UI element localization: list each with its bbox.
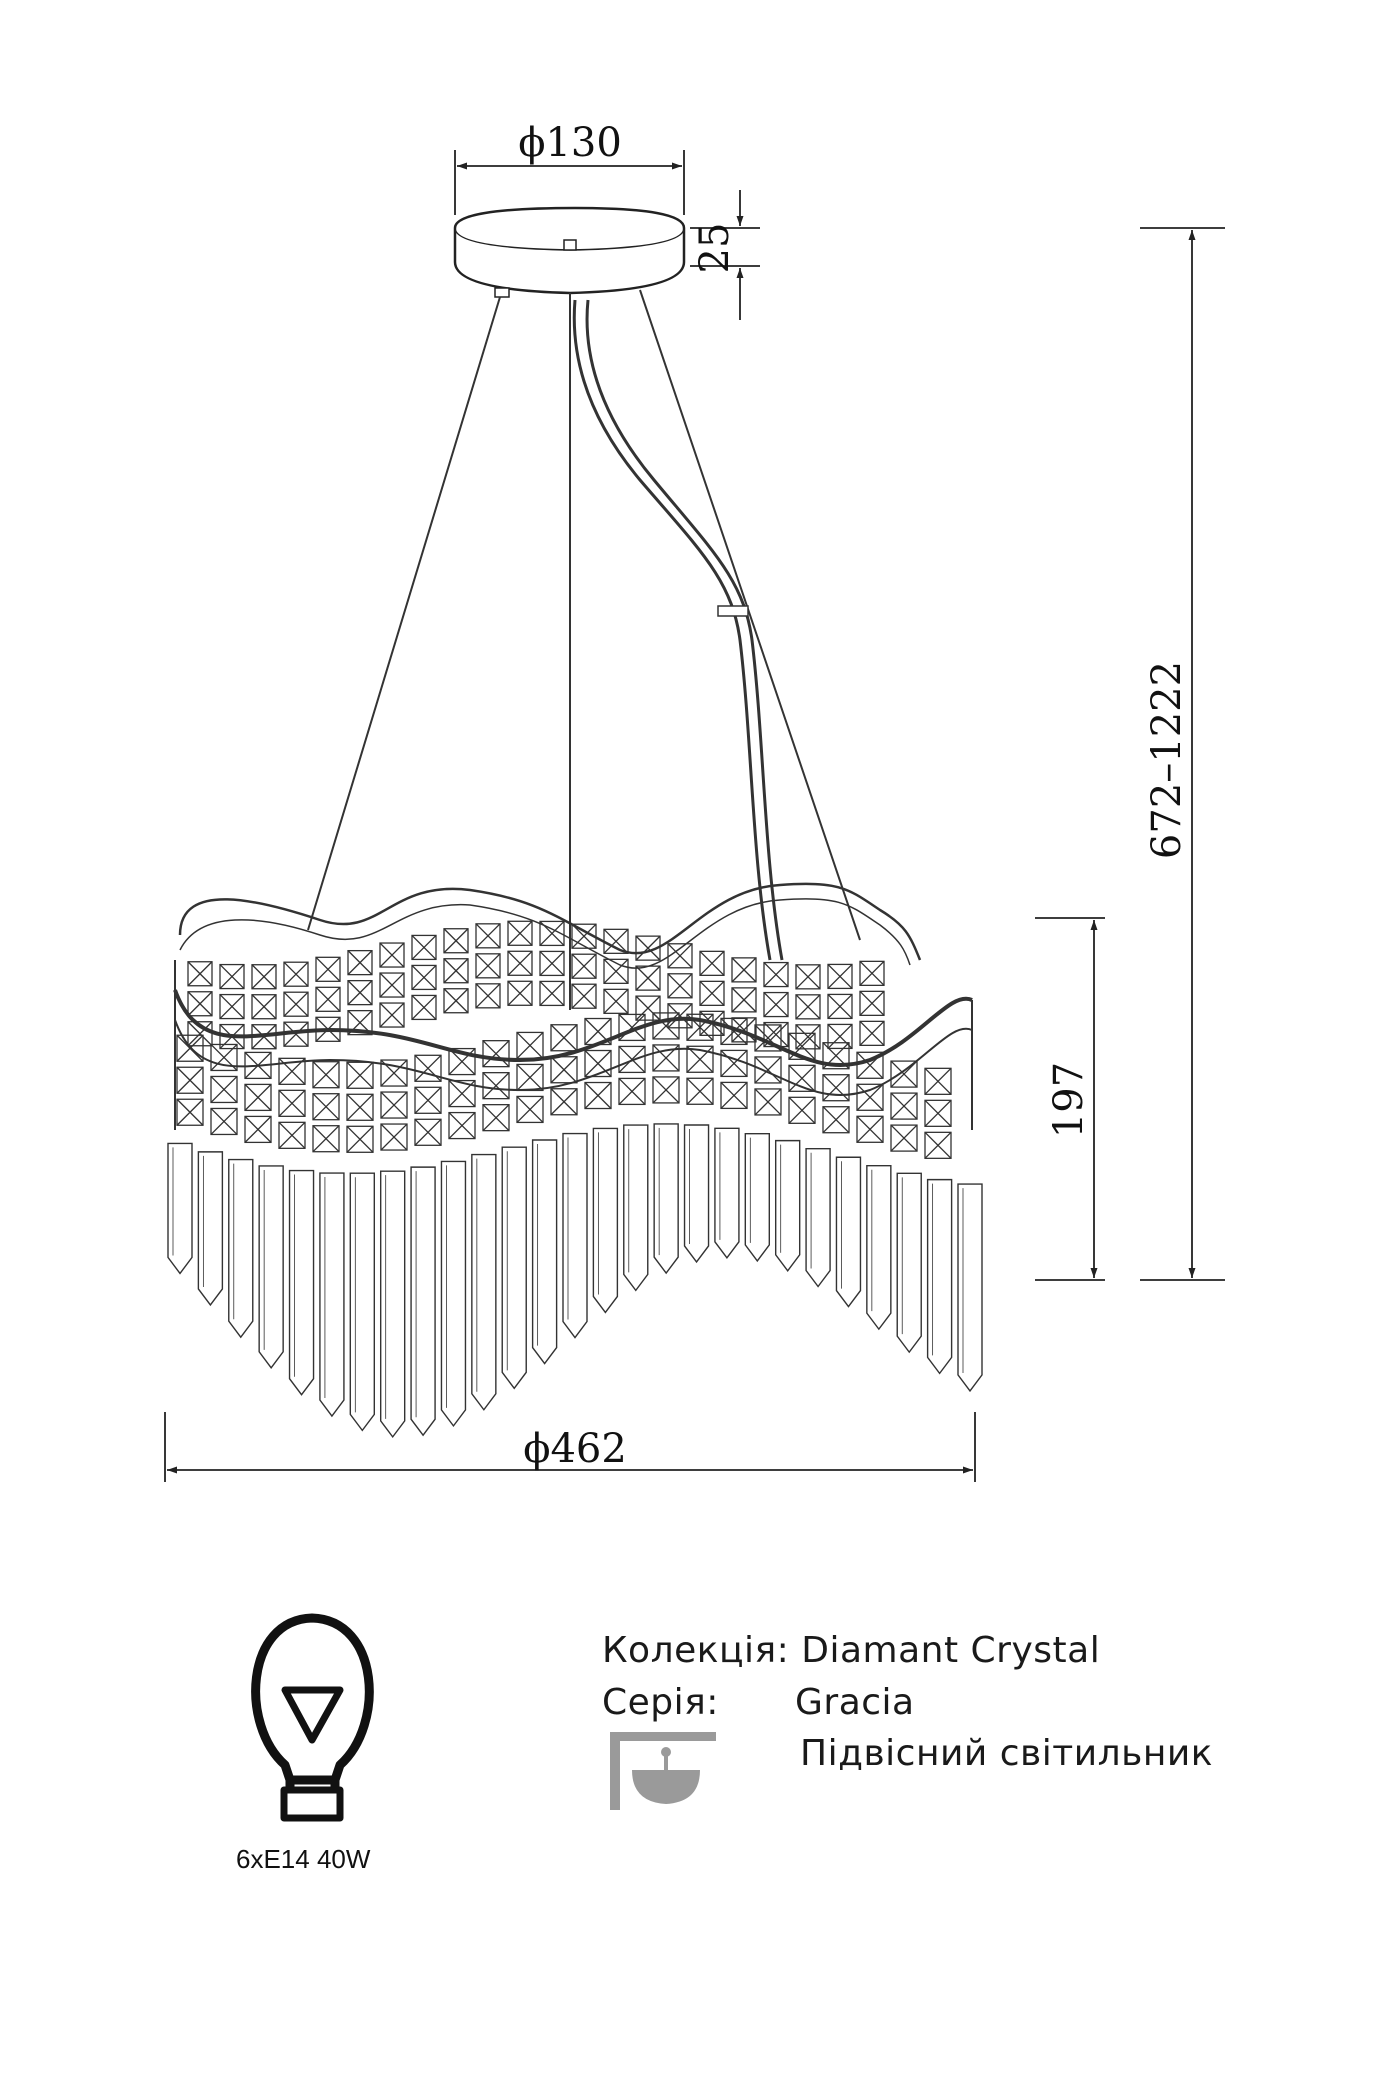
type-value: Підвісний світильник — [800, 1733, 1214, 1774]
crystal-prism — [472, 1155, 496, 1410]
dimension-label-canopy-height: 25 — [692, 222, 738, 274]
ceiling-canopy — [455, 208, 684, 297]
dimension-label-total-height: 672–1222 — [1144, 660, 1190, 860]
crystal-prism — [533, 1140, 557, 1364]
series-value: Gracia — [795, 1682, 915, 1723]
crystal-prism — [958, 1184, 982, 1391]
collection-label: Колекція: — [602, 1630, 790, 1671]
crystal-prism — [715, 1128, 739, 1258]
crystal-prism — [928, 1180, 952, 1374]
crystal-prism — [229, 1160, 253, 1338]
crystal-prism — [806, 1149, 830, 1287]
crystal-prism — [593, 1128, 617, 1312]
crystal-prism — [776, 1141, 800, 1271]
crystal-prism — [168, 1143, 192, 1273]
crystal-prism — [350, 1173, 374, 1430]
crystal-prisms — [168, 1124, 982, 1437]
crystal-prism — [654, 1124, 678, 1273]
dimension-label-canopy-diameter: ϕ130 — [518, 120, 622, 166]
dimension-label-body-height: 197 — [1046, 1061, 1092, 1139]
crystal-prism — [502, 1147, 526, 1388]
light-bulb-icon — [256, 1618, 370, 1818]
crystal-prism — [563, 1134, 587, 1338]
crystal-prism — [745, 1134, 769, 1261]
crystal-prism — [836, 1157, 860, 1306]
crystal-prism — [624, 1125, 648, 1290]
crystal-prism — [411, 1167, 435, 1435]
bulb-spec: 6xE14 40W — [236, 1844, 371, 1874]
crystal-prism — [897, 1173, 921, 1352]
crystal-prism — [685, 1125, 709, 1262]
series-label: Серія: — [602, 1682, 719, 1723]
collection-value: Diamant Crystal — [801, 1630, 1101, 1671]
crystal-prism — [290, 1171, 314, 1395]
crystal-prism — [441, 1161, 465, 1425]
suspension-cables — [308, 290, 860, 1010]
crystal-prism — [320, 1173, 344, 1416]
collection-row — [602, 1630, 1100, 1671]
dimension-label-body-diameter: ϕ462 — [523, 1426, 627, 1472]
crystal-prism — [867, 1166, 891, 1329]
crystal-prism — [381, 1171, 405, 1437]
pendant-lamp-icon — [610, 1732, 716, 1810]
crystal-prism — [259, 1166, 283, 1368]
crystal-square-rows — [177, 921, 951, 1158]
crystal-prism — [198, 1152, 222, 1305]
